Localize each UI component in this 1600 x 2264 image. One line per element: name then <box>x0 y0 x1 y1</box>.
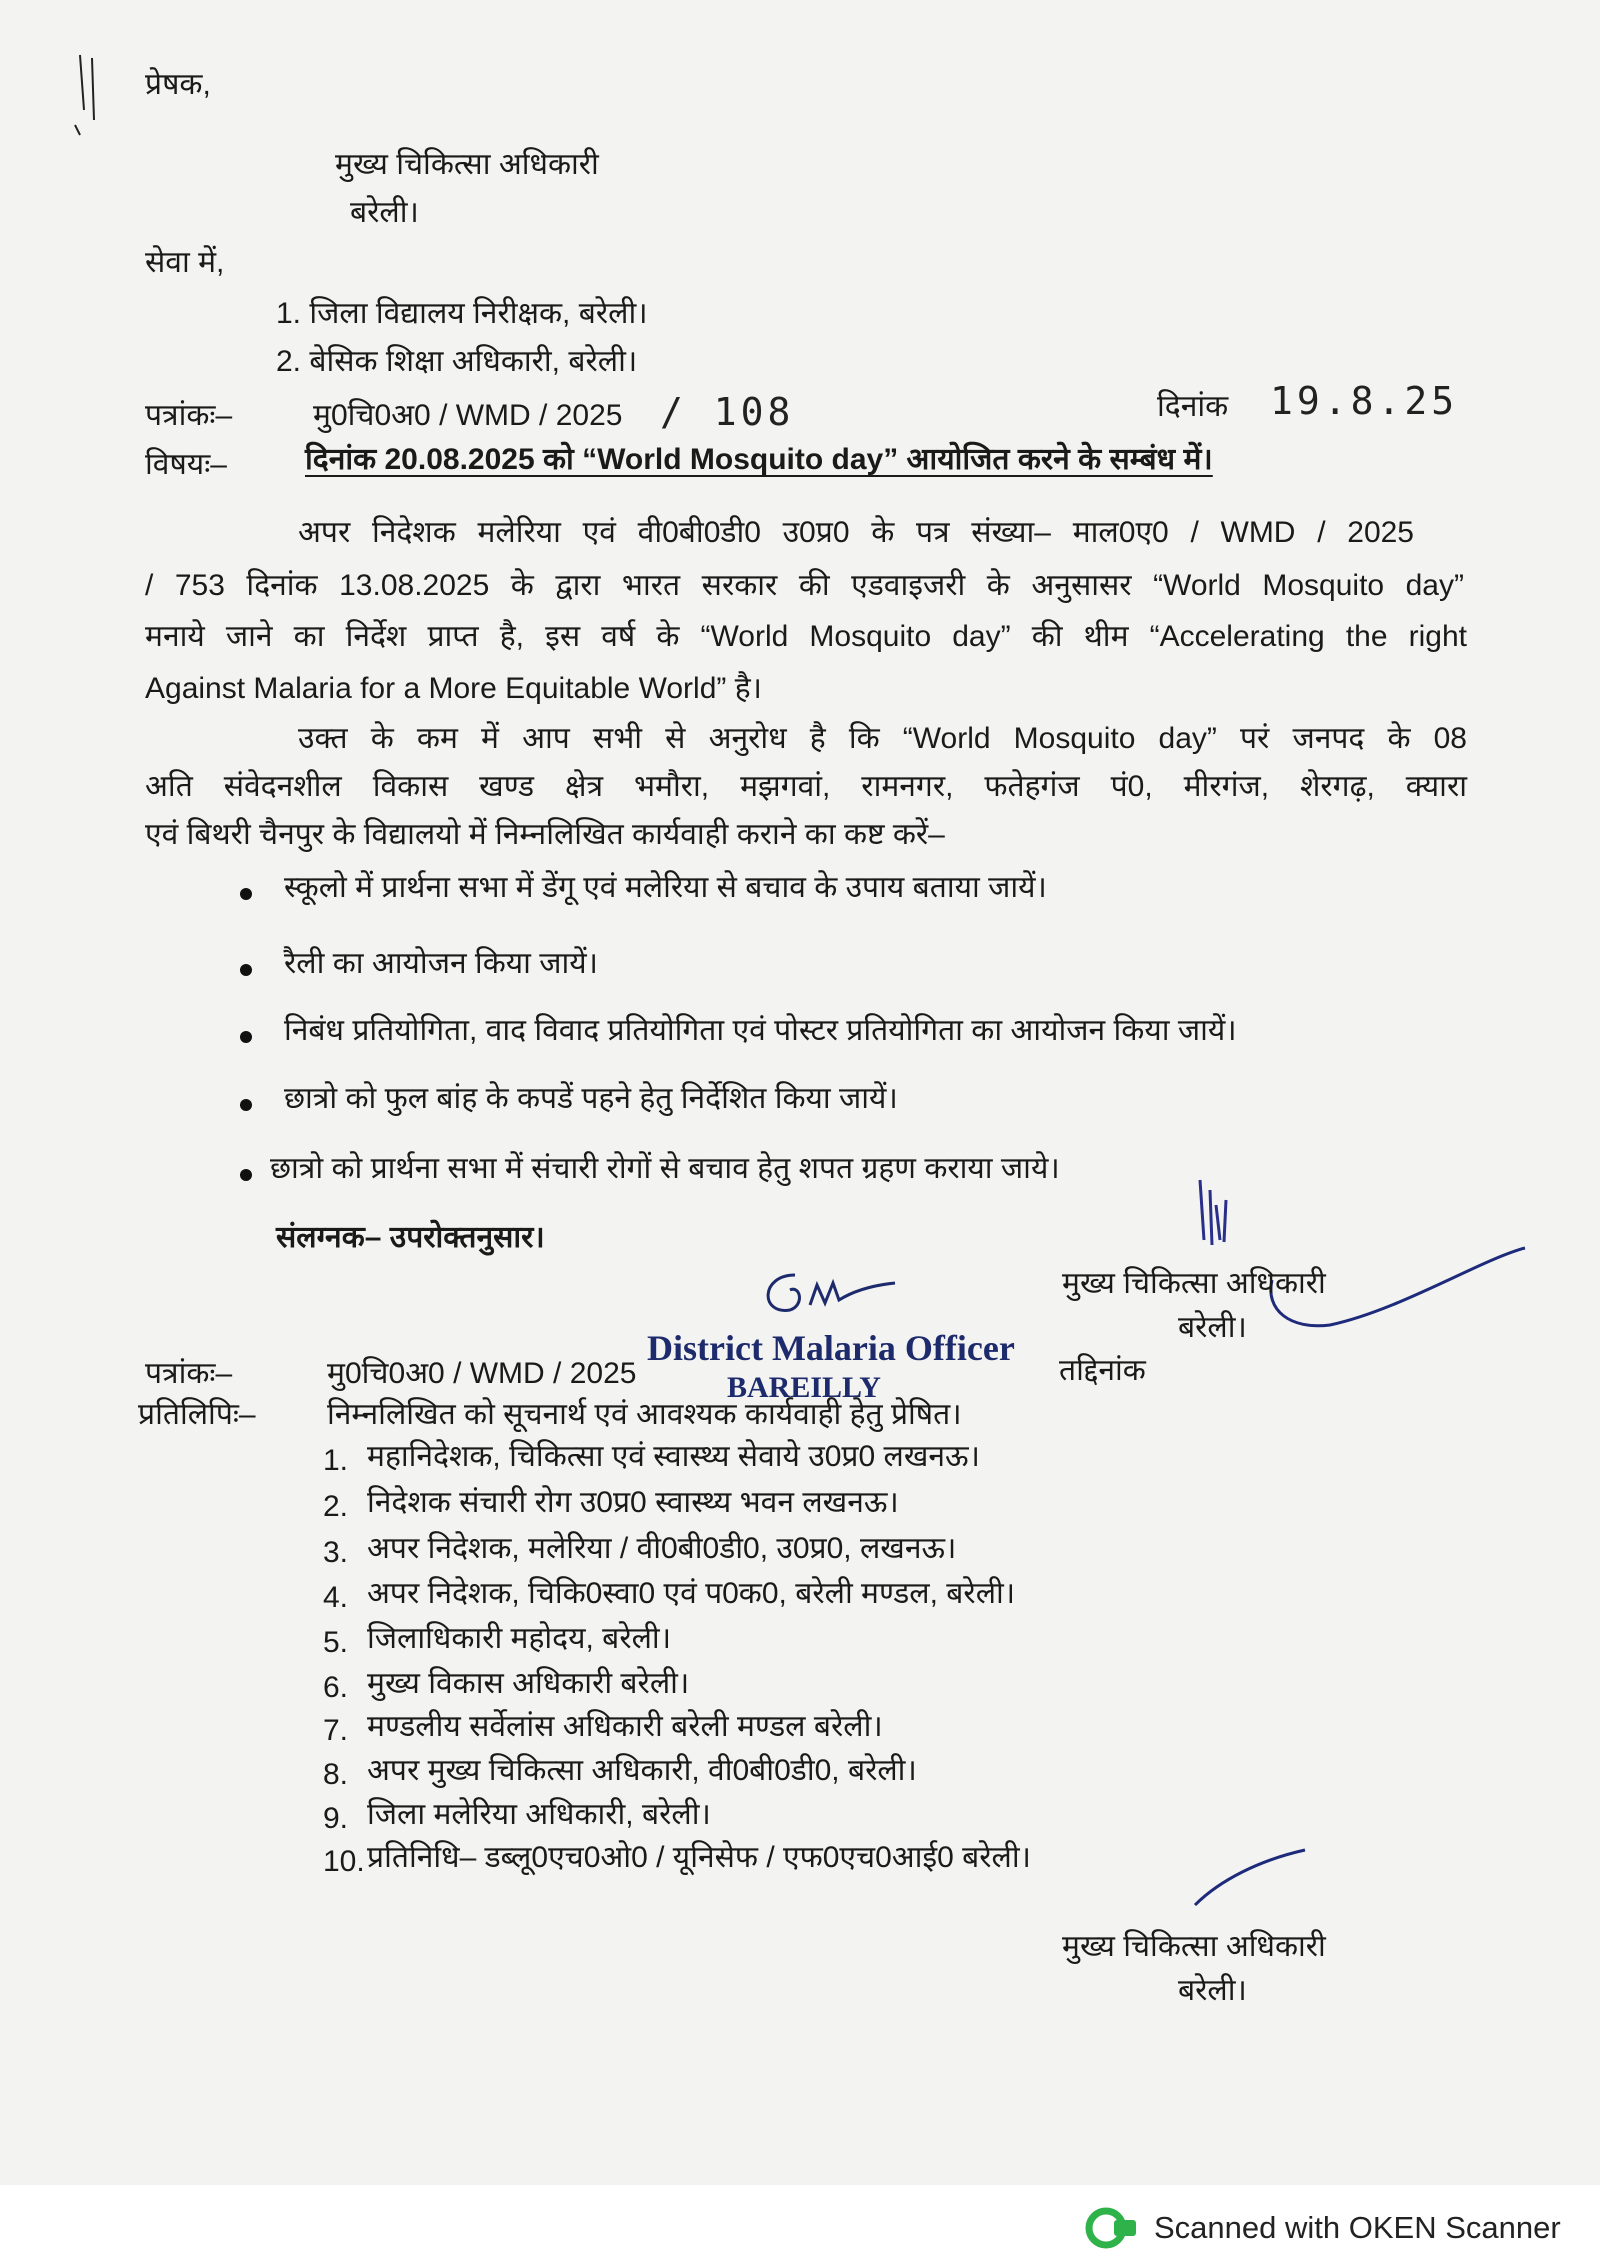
bullet-icon <box>240 964 252 976</box>
action-bullet: निबंध प्रतियोगिता, वाद विवाद प्रतियोगिता एवं पोस्टर प्रतियोगिता का आयोजन किया जायें। <box>284 1014 1237 1047</box>
date-label: दिनांक <box>1157 390 1229 423</box>
bullet-icon <box>240 888 252 900</box>
copy-item: मण्डलीय सर्वेलांस अधिकारी बरेली मण्डल बरेली। <box>367 1710 883 1743</box>
copy-item: निदेशक संचारी रोग उ0प्र0 स्वास्थ्य भवन लखनऊ। <box>367 1486 899 1519</box>
action-bullet: छात्रो को फुल बांह के कपडें पहने हेतु निर्देशित किया जायें। <box>284 1082 898 1115</box>
subject-label: विषयः– <box>145 448 227 481</box>
enclosure-note: संलग्नक– उपरोक्तनुसार। <box>276 1221 545 1254</box>
action-bullet: छात्रो को प्रार्थना सभा में संचारी रोगों से बचाव हेतु शपत ग्रहण कराया जाये। <box>270 1152 1060 1185</box>
copy-item-number: 7. <box>323 1714 349 1747</box>
para2-line: एवं बिथरी चैनपुर के विद्यालयो में निम्नलिखित कार्यवाही कराने का कष्ट करें– <box>145 818 945 851</box>
copy-item: महानिदेशक, चिकित्सा एवं स्वास्थ्य सेवाये उ0प्र0 लखनऊ। <box>367 1440 980 1473</box>
recipient-item: 1. जिला विद्यालय निरीक्षक, बरेली। <box>276 297 648 330</box>
sender-city: बरेली। <box>350 196 419 229</box>
bullet-icon <box>240 1099 252 1111</box>
sender-name: मुख्य चिकित्सा अधिकारी <box>335 148 599 181</box>
copy-ref-number: मु0चि0अ0 / WMD / 2025 <box>327 1357 637 1390</box>
action-bullet: स्कूलो में प्रार्थना सभा में डेंगू एवं मलेरिया से बचाव के उपाय बताया जायें। <box>284 871 1047 904</box>
margin-tick-mark-icon <box>70 50 110 140</box>
copy-to-intro: निम्नलिखित को सूचनार्थ एवं आवश्यक कार्यवाही हेतु प्रेषित। <box>327 1398 962 1431</box>
ref-label: पत्रांकः– <box>145 399 233 432</box>
copy-item-number: 5. <box>323 1626 349 1659</box>
copy-item-number: 10. <box>323 1845 365 1878</box>
copy-item-number: 4. <box>323 1581 349 1614</box>
para2-line: अति संवेदनशील विकास खण्ड क्षेत्र भमौरा, मझगवां, रामनगर, फतेहगंज पं0, मीरगंज, शेरगढ़, क्यारा <box>145 770 1467 803</box>
para1-line: Against Malaria for a More Equitable World” है। <box>145 672 763 705</box>
date-handwritten: 19.8.25 <box>1270 379 1459 423</box>
copy-item: अपर मुख्य चिकित्सा अधिकारी, वी0बी0डी0, बरेली। <box>367 1754 917 1787</box>
copy-item: जिलाधिकारी महोदय, बरेली। <box>367 1622 672 1655</box>
recipients-label: सेवा में, <box>145 246 225 279</box>
para1-line: मनाये जाने का निर्देश प्राप्त है, इस वर्ष के “World Mosquito day” की थीम “Accelerating the right <box>145 620 1467 653</box>
copy-to-label: प्रतिलिपिः– <box>138 1398 256 1431</box>
copy-item: अपर निदेशक, मलेरिया / वी0बी0डी0, उ0प्र0, लखनऊ। <box>367 1532 957 1565</box>
signature-city: बरेली। <box>1178 1974 1247 2007</box>
ref-number: मु0चि0अ0 / WMD / 2025 <box>313 399 623 432</box>
para2-line: उक्त के कम में आप सभी से अनुरोध है कि “World Mosquito day” परं जनपद के 08 <box>298 722 1467 755</box>
copy-item: जिला मलेरिया अधिकारी, बरेली। <box>367 1798 711 1831</box>
subject-text: दिनांक 20.08.2025 को “World Mosquito day” आयोजित करने के सम्बंध में। <box>305 443 1213 476</box>
para1-line: अपर निदेशक मलेरिया एवं वी0बी0डी0 उ0प्र0 के पत्र संख्या– माल0ए0 / WMD / 2025 <box>298 516 1414 549</box>
stamp-line2: BAREILLY <box>727 1371 881 1404</box>
dmo-initials-signature-icon <box>755 1265 905 1325</box>
ref-handwritten-number: / 108 <box>660 390 795 434</box>
copy-item: प्रतिनिधि– डब्लू0एच0ओ0 / यूनिसेफ / एफ0एच0आई0 बरेली। <box>367 1841 1032 1874</box>
action-bullet: रैली का आयोजन किया जायें। <box>284 947 599 980</box>
signature-title: मुख्य चिकित्सा अधिकारी <box>1062 1267 1326 1300</box>
copy-item-number: 1. <box>323 1444 349 1477</box>
stamp-line1: District Malaria Officer <box>647 1328 1015 1368</box>
copy-ref-label: पत्रांकः– <box>145 1357 233 1390</box>
copy-ref-date: तद्दिनांक <box>1059 1354 1146 1387</box>
recipient-item: 2. बेसिक शिक्षा अधिकारी, बरेली। <box>276 345 638 378</box>
copy-item-number: 2. <box>323 1490 349 1523</box>
sender-label: प्रेषक, <box>145 68 211 101</box>
bullet-icon <box>240 1031 252 1043</box>
copy-item-number: 3. <box>323 1536 349 1569</box>
copy-item-number: 6. <box>323 1671 349 1704</box>
oken-scanner-logo-icon <box>1084 2205 1140 2251</box>
copy-item: अपर निदेशक, चिकि0स्वा0 एवं प0क0, बरेली मण्डल, बरेली। <box>367 1577 1016 1610</box>
bullet-icon <box>240 1169 252 1181</box>
signature-title: मुख्य चिकित्सा अधिकारी <box>1062 1930 1326 1963</box>
signature-city: बरेली। <box>1178 1311 1247 1344</box>
signature-cmo-copy-icon <box>1190 1840 1310 1910</box>
copy-item-number: 9. <box>323 1802 349 1835</box>
copy-item-number: 8. <box>323 1758 349 1791</box>
scanner-watermark-text: Scanned with OKEN Scanner <box>1154 2210 1561 2245</box>
para1-line: / 753 दिनांक 13.08.2025 के द्वारा भारत सरकार की एडवाइजरी के अनुसासर “World Mosquito day” <box>145 569 1464 602</box>
scanner-watermark <box>1084 2205 1561 2251</box>
copy-item: मुख्य विकास अधिकारी बरेली। <box>367 1667 690 1700</box>
